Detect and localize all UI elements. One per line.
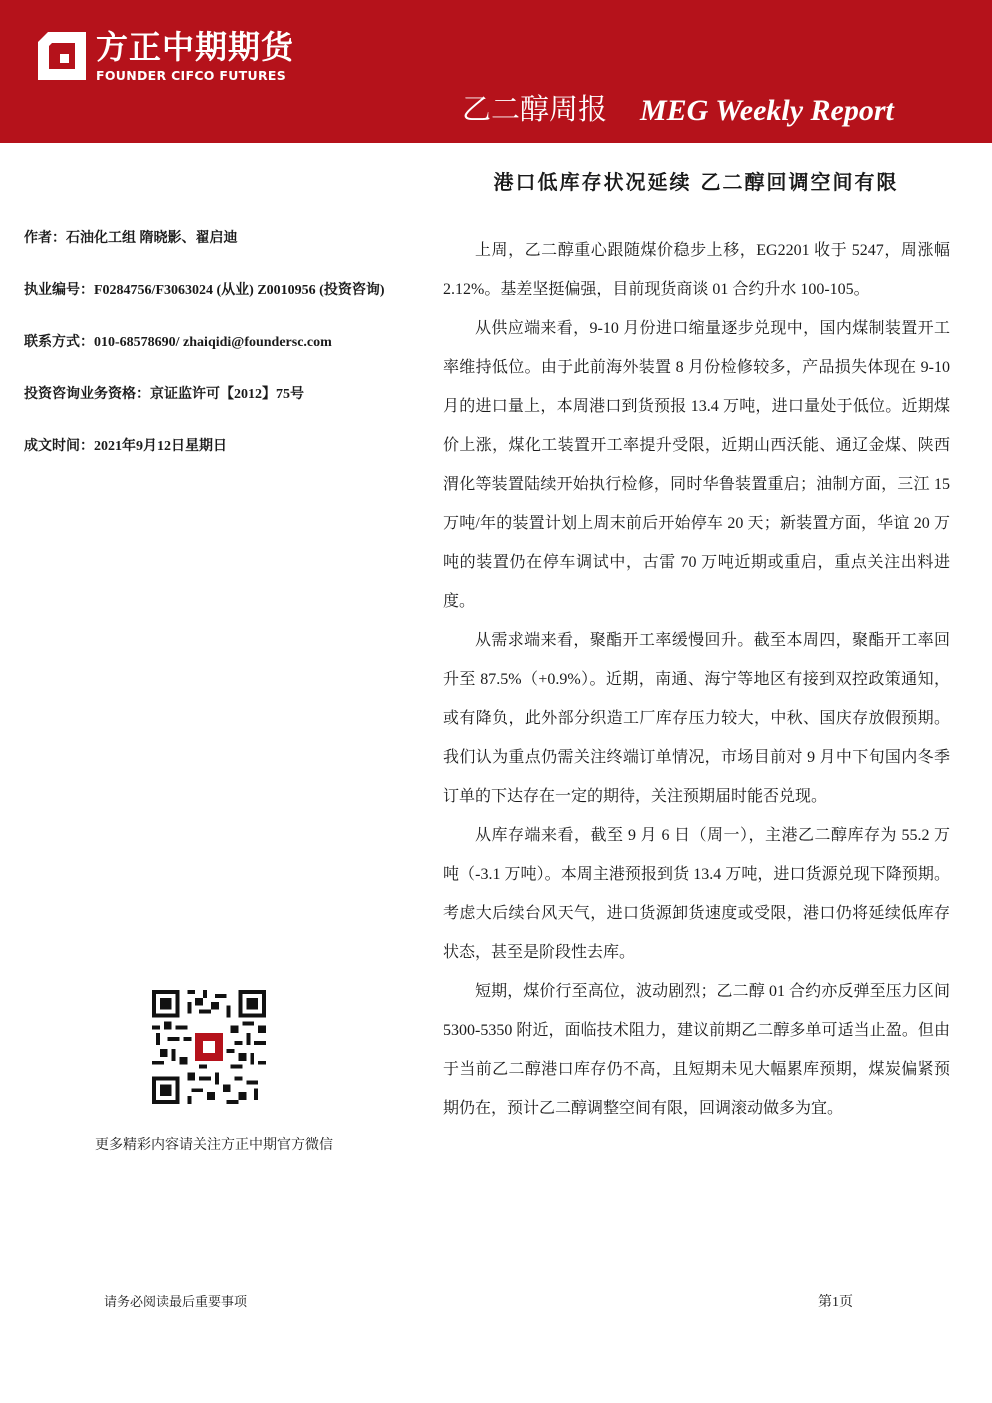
qr-code-icon bbox=[152, 990, 266, 1104]
author-line: 作者：石油化工组 隋晓影、翟启迪 bbox=[24, 231, 238, 246]
company-name-cn: 方正中期期货 bbox=[96, 28, 295, 66]
report-title-en: MEG Weekly Report bbox=[640, 94, 894, 127]
qualification-line: 投资咨询业务资格：京证监许可【2012】75号 bbox=[24, 387, 304, 402]
contact-line: 联系方式：010-68578690/ zhaiqidi@foundersc.com bbox=[24, 335, 332, 350]
page-title: 港口低库存状况延续 乙二醇回调空间有限 bbox=[493, 170, 899, 194]
paragraph-supply: 从供应端来看，9-10 月份进口缩量逐步兑现中，国内煤制装置开工率维持低位。由于此前海外装置 8 月份检修较多，产品损失体现在 9-10 月的进口量上，本周港口到货预报 13.4 万吨，进口量处于低位。近期煤价上涨，煤化工装置开工率提升受限，近期山西沃能、通辽金煤、陕西渭化等装置陆续开始执行检修，同时华鲁装置重启；油制方面，三江 15 万吨/年的装置计划上周末前后开始停车 20 天；新装置方面，华谊 20 万吨的装置仍在停车调试中，古雷 70 万吨近期或重启，重点关注出料进度。 bbox=[443, 320, 950, 610]
report-title-cn: 乙二醇周报 bbox=[462, 92, 608, 126]
header-banner bbox=[0, 0, 992, 143]
date-line: 成文时间：2021年9月12日星期日 bbox=[24, 439, 227, 454]
license-line: 执业编号：F0284756/F3063024 (从业) Z0010956 (投资咨询) bbox=[24, 283, 385, 298]
company-logo-icon bbox=[36, 30, 88, 82]
company-name-en: FOUNDER CIFCO FUTURES bbox=[96, 68, 287, 83]
page-number: 第1页 bbox=[818, 1295, 853, 1310]
paragraph-inventory: 从库存端来看，截至 9 月 6 日（周一），主港乙二醇库存为 55.2 万吨（-3.1 万吨）。本周主港预报到货 13.4 万吨，进口货源兑现下降预期。考虑大后续台风天气，进口货源卸货速度或受限，港口仍将延续低库存状态，甚至是阶段性去库。 bbox=[443, 827, 950, 961]
qr-caption: 更多精彩内容请关注方正中期官方微信 bbox=[95, 1137, 333, 1153]
paragraph-summary: 上周，乙二醇重心跟随煤价稳步上移，EG2201 收于 5247，周涨幅 2.12%。基差坚挺偏强，目前现货商谈 01 合约升水 100-105。 bbox=[443, 242, 950, 298]
footer-notice: 请务必阅读最后重要事项 bbox=[104, 1295, 248, 1310]
paragraph-demand: 从需求端来看，聚酯开工率缓慢回升。截至本周四，聚酯开工率回升至 87.5%（+0.9%）。近期，南通、海宁等地区有接到双控政策通知，或有降负，此外部分织造工厂库存压力较大，中秋、国庆存放假预期。我们认为重点仍需关注终端订单情况，市场目前对 9 月中下旬国内冬季订单的下达存在一定的期待，关注预期届时能否兑现。 bbox=[443, 632, 950, 805]
report-body bbox=[443, 231, 950, 1128]
paragraph-outlook: 短期，煤价行至高位，波动剧烈；乙二醇 01 合约亦反弹至压力区间 5300-5350 附近，面临技术阻力，建议前期乙二醇多单可适当止盈。但由于当前乙二醇港口库存仍不高，且短期未见大幅累库预期，煤炭偏紧预期仍在，预计乙二醇调整空间有限，回调滚动做多为宜。 bbox=[443, 983, 950, 1117]
